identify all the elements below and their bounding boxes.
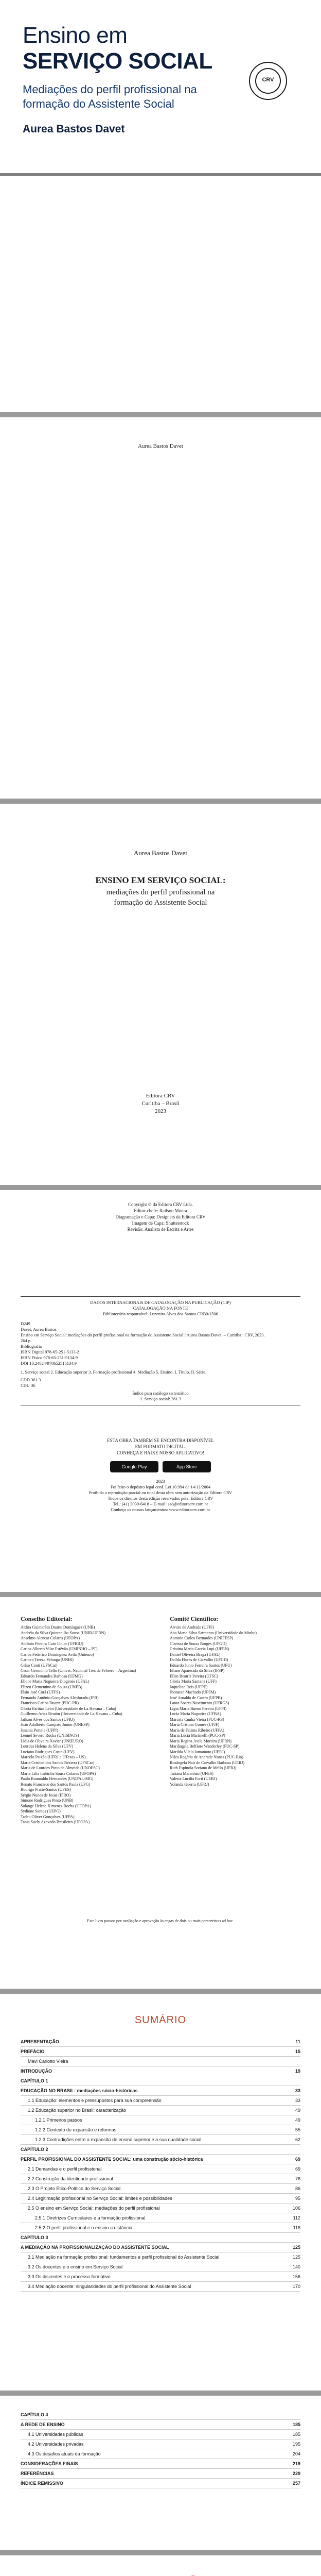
board-member: Maria Lília Imbiriba Sousa Colares (UFOPA)	[21, 1771, 96, 1776]
contents-entry-label: 2.4 Legitimação profissional no Serviço Social: limites e possibilidades	[28, 2196, 172, 2201]
publisher-logo-text: CRV	[262, 77, 274, 83]
contents-entry-label: INTRODUÇÃO	[21, 2069, 52, 2074]
contents-entry[interactable]	[21, 2282, 300, 2292]
contents-entry-label: 4.3 Os desafios atuais da formação	[28, 2451, 101, 2456]
board-member: Luciano Rodrigues Costa (UFV)	[21, 1749, 75, 1754]
cover-subtitle: Mediações do perfil profissional na formação do Assistente Social	[23, 83, 197, 110]
cip-entry-author: Davet, Aurea Bastos	[21, 1327, 57, 1332]
contents-entry-page: 69	[295, 2166, 300, 2172]
contents-entry[interactable]	[21, 2155, 300, 2164]
contents-entry-label: CAPÍTULO 1	[21, 2078, 48, 2083]
contents-entry-label: 1.2 Educação superior no Brasil: caracterização	[28, 2108, 127, 2113]
contents-entry[interactable]	[21, 2410, 300, 2420]
contents-entry-page: 229	[292, 2471, 300, 2476]
board-member: Celso Conti (UFSCar)	[21, 1663, 58, 1668]
contents-entry-label: 2.5.1 Diretrizes Curriculares e a formação profissional	[35, 2215, 146, 2221]
board-member: Francisco Carlos Duarte (PUC-PR)	[21, 1701, 79, 1705]
contents-entry-page: 118	[293, 2225, 300, 2230]
contents-entry-page: 156	[292, 2274, 300, 2279]
board-member: Carlos Alberto Vilar Estêvão (UMINHO – PT)	[21, 1647, 98, 1651]
contents-entry[interactable]	[21, 2037, 300, 2047]
contents-entry-page: 106	[292, 2206, 300, 2211]
board-member: Tatiana Maranhão (UFES)	[170, 1771, 213, 1776]
contents-entry-label: CAPÍTULO 2	[21, 2147, 48, 2152]
credits-block	[0, 1201, 321, 1232]
legal-rights: Todos os direitos desta edição reservados pela: Editora CRV	[108, 1496, 213, 1501]
publisher-logo	[249, 62, 287, 100]
board-member: Carlos Federico Dominguez Avila (Unieuro)	[21, 1652, 94, 1657]
contents-entry-page: 15	[295, 2049, 300, 2054]
contents-entry[interactable]	[21, 2459, 300, 2469]
board-member: Valeria Lucilia Forti (UERJ)	[170, 1776, 217, 1781]
board-member: Antônio Pereira Gaio Júnior (UFRRJ)	[21, 1641, 83, 1646]
contents-entry[interactable]	[21, 2145, 300, 2155]
board-member: Gloria Fariñas León (Universidade de La Havana – Cuba)	[21, 1706, 116, 1711]
board-member: Eduardo Junio Ferreira Santos (UFU)	[170, 1663, 232, 1668]
contents-entry-page: 257	[292, 2481, 300, 2486]
contents-entry[interactable]	[21, 2047, 300, 2057]
contents-entry-label: 1.1 Educação: elementos e pressupostos para sua compreensão	[28, 2098, 162, 2103]
cip-subjects: 1. Serviço social 2. Educação superior 3. Formação profissional 4. Mediação 5. Ensino. I. Título. II. Série.	[21, 1369, 207, 1375]
contents-entry-page: 33	[295, 2088, 300, 2093]
contents-page-2	[0, 2396, 321, 2550]
board-member: Elione Maria Nogueira Diogenes (UFAL)	[21, 1679, 90, 1684]
contents-entry[interactable]	[21, 2164, 300, 2174]
board-member: Cesar Gerónimo Tello (Univer. Nacional Três de Febrero – Argentina)	[21, 1668, 136, 1673]
imprint-publisher: Editora CRV	[146, 1093, 175, 1099]
board-member: Ruth Espínola Soriano de Mello (UFRJ)	[170, 1766, 237, 1770]
contents-entry[interactable]	[21, 2204, 300, 2213]
scientific-committee-column	[170, 1615, 309, 1787]
board-member: Clarissa de Souza Borges (UFGD)	[170, 1641, 227, 1646]
contents-entry-label: Mavi Carlotto Vieira	[28, 2059, 68, 2064]
contents-entry-label: CAPÍTULO 4	[21, 2412, 48, 2417]
board-member: Rosângela Nair de Carvalho Barbosa (UERJ)	[170, 1760, 245, 1765]
board-member: Andréia da Silva Quintanilha Sousa (UNIR/UFRN)	[21, 1630, 106, 1635]
contents-entry[interactable]	[21, 2262, 300, 2272]
diagram-line: Diagramação e Capa: Designers da Editora CRV	[115, 1214, 206, 1219]
cip-cdd: CDD 361.3	[21, 1377, 41, 1382]
board-member: Renato Francisco dos Santos Paula (UFG)	[21, 1782, 91, 1787]
contents-entry-page: 170	[292, 2284, 300, 2289]
cip-header-line3: Bibliotecária responsável: Luzenira Alves dos Santos CRB9/1506	[103, 1311, 218, 1316]
cover-divider	[0, 173, 321, 176]
app-store-badge[interactable]: App Store	[163, 1461, 211, 1472]
contents-entry[interactable]	[21, 2066, 300, 2076]
board-member: Guillermo Arias Beatón (Universidade de La Havana – Cuba)	[21, 1711, 122, 1716]
contents-entry[interactable]	[21, 2430, 300, 2439]
title-page-subtitle	[0, 887, 321, 908]
contents-entry-page: 55	[295, 2127, 300, 2132]
board-member: Deilda Flores de Carvalho (UFGD)	[170, 1657, 228, 1662]
cip-entry-biblio: Bibliografia	[21, 1344, 42, 1349]
board-member: Ellen Beatriz Pereira (UFSC)	[170, 1673, 218, 1679]
contents-page-1	[0, 1994, 321, 2391]
board-member: Eliane Aparecida da Silva (IFSP)	[170, 1668, 225, 1673]
contents-entry-page: 195	[292, 2442, 300, 2447]
board-member: Carmen Tereza Velanga (UNIR)	[21, 1657, 74, 1662]
contents-entry[interactable]	[21, 2135, 300, 2145]
board-member: Maria de Lourdes Pinto de Almeida (UNOESC)	[21, 1766, 100, 1770]
contents-entry-label: 3.1 Mediação na formação profissional: fundamentos e perfil profissional do Assistente Social	[28, 2255, 220, 2260]
title-page-title: ENSINO EM SERVIÇO SOCIAL:	[95, 875, 226, 885]
board-member: Paulo Romualdo Hernandes (UNIFAL-MG)	[21, 1776, 94, 1781]
contents-entry-page: 86	[295, 2186, 300, 2191]
contents-heading: SUMÁRIO	[134, 2014, 187, 2026]
contents-entry-label: 3.2 Os docentes e o ensino em Serviço Social	[28, 2264, 123, 2269]
google-play-badge[interactable]: Google Play	[110, 1461, 158, 1472]
board-member: Maria Regina Ávila Moreira (UFRN)	[170, 1738, 231, 1743]
contents-entry[interactable]	[21, 2096, 300, 2106]
editor-line: Editor-chefe: Railson Moura	[134, 1208, 187, 1213]
contents-entry[interactable]	[21, 2252, 300, 2262]
board-member: Ana Maria Silva Sarmento (Universidade do Minho)	[170, 1630, 257, 1635]
contents-entry[interactable]	[21, 2174, 300, 2184]
board-member: Marcelo Paixão (UFRJ e UTexas – US)	[21, 1755, 86, 1759]
contents-entry-page: 112	[293, 2215, 300, 2221]
cip-entry	[21, 1321, 300, 1402]
board-member: Leonel Severo Rocha (UNISINOS)	[21, 1733, 79, 1738]
board-member: Anselmo Alencar Colares (UFOPA)	[21, 1636, 80, 1640]
cip-cdu: CDU 36	[21, 1383, 35, 1388]
scientific-committee-list	[170, 1625, 309, 1787]
contents-entry-page: 49	[295, 2117, 300, 2123]
title-page-subtitle-line2: formação do Assistente Social	[114, 899, 207, 907]
title-page-subtitle-line1: mediações do perfil profissional na	[106, 888, 215, 896]
legal-year: 2023	[156, 1479, 165, 1484]
contents-entry[interactable]	[21, 2479, 300, 2488]
board-member: João Adalberto Campato Junior (UNESP)	[21, 1722, 90, 1727]
board-member: Alvaro de Andrade (UFJF)	[170, 1625, 214, 1630]
contents-entry-label: CONSIDERAÇÕES FINAIS	[21, 2461, 78, 2466]
board-member: Jhonatan Machado (UFSM)	[170, 1690, 216, 1694]
contents-entry[interactable]	[21, 2194, 300, 2204]
board-member: Sérgio Nunes de Jesus (IFRO)	[21, 1792, 71, 1798]
contents-entry-page: 33	[295, 2098, 300, 2103]
board-member: Marilda Vilela Iamamoto (UERJ)	[170, 1749, 225, 1754]
cip-header-line1: DADOS INTERNACIONAIS DE CATALOGAÇÃO NA PUBLICAÇÃO (CIP)	[90, 1300, 231, 1305]
contents-entry-label: CAPÍTULO 3	[21, 2235, 48, 2240]
cip-entry-pages: 264 p.	[21, 1338, 32, 1343]
contents-entry[interactable]	[21, 2469, 300, 2479]
contents-entry-page: 125	[292, 2255, 300, 2260]
contents-entry-page: 95	[295, 2196, 300, 2201]
title-page-imprint	[0, 1092, 321, 1115]
contents-entry-label: EDUCAÇÃO NO BRASIL: mediações sócio-históricas	[21, 2088, 138, 2093]
contents-entry[interactable]	[21, 2213, 300, 2223]
board-member: Jaqueline Reis (UFPE)	[170, 1684, 208, 1689]
board-member: Mariângela Belfiore Wanderley (PUC-SP)	[170, 1744, 240, 1749]
contents-entry-label: 2.5 O ensino em Serviço Social: mediações do perfil profissional	[28, 2206, 160, 2211]
contents-entry-label: PERFIL PROFISSIONAL DO ASSISTENTE SOCIAL: uma construção sócio-histórica	[21, 2157, 203, 2162]
contents-entry[interactable]	[21, 2115, 300, 2125]
board-member: Élsio José Corá (UFFS)	[21, 1690, 60, 1694]
legal-site: Conheça os nossos lançamentos: www.editoracrv.com.br	[111, 1507, 210, 1512]
contents-entry[interactable]	[21, 2449, 300, 2459]
contents-entry-page: 62	[295, 2137, 300, 2142]
digital-note-line2: EM FORMATO DIGITAL.	[135, 1444, 186, 1449]
store-badges	[110, 1461, 211, 1472]
board-member: Glória Maria Santana (UFF)	[170, 1679, 217, 1684]
digital-note-line3: CONHEÇA E BAIXE NOSSO APLICATIVO!	[116, 1450, 204, 1455]
contents-entry[interactable]	[21, 2106, 300, 2115]
board-member: Eduardo Fernandes Barbosa (UFMG)	[21, 1673, 83, 1679]
contents-entry-page: 19	[295, 2069, 300, 2074]
contents-entry-label: 1.2.1 Primeiros passos	[35, 2117, 82, 2123]
legal-contact-block	[0, 1479, 321, 1513]
contents-list	[21, 2037, 300, 2292]
copyright-line: Copyright © da Editora CRV Ltda.	[128, 1202, 193, 1207]
board-member: Elizeu Clementino de Souza (UNEB)	[21, 1684, 82, 1689]
catalog-page	[0, 1190, 321, 1592]
cover-title-line1: Ensino em	[23, 23, 128, 48]
board-member: Josania Portela (UFPI)	[21, 1727, 58, 1733]
contents-entry-label: 2.5.2 O perfil profissional e o ensino a distância	[35, 2225, 133, 2230]
board-member: Lucia Maria Nogueira (UFBA)	[170, 1711, 221, 1716]
contents-entry-label: A MEDIAÇÃO NA PROFISSIONALIZAÇÃO DO ASSISTENTE SOCIAL	[21, 2245, 169, 2250]
presentation-page	[0, 2555, 321, 2576]
board-member: Tadeu Oliver Gonçalves (UFPA)	[21, 1814, 75, 1819]
scientific-committee-heading: Comitê Científico:	[170, 1615, 219, 1622]
contents-entry-label: 1.2.3 Contradições entre a expansão do ensino superior e a sua qualidade social	[35, 2137, 202, 2142]
cip-isbn-digital: ISBN Digital 978-65-251-5133-2	[21, 1349, 79, 1354]
contents-entry-label: 2.3 O Projeto Ético-Político do Serviço Social	[28, 2186, 121, 2191]
board-member: Maria Lúcia Martinelli (PUC-SP)	[170, 1733, 225, 1738]
contents-entry-page: 185	[292, 2432, 300, 2437]
contents-entry-page: 185	[292, 2422, 300, 2427]
contents-entry-label: 3.4 Mediação docente: singularidades do perfil profissional do Assistente Social	[28, 2284, 191, 2289]
editorial-board-list	[21, 1625, 159, 1825]
board-member: Cristina Maria Garcia Lupi (UFRN)	[170, 1647, 229, 1651]
contents-entry-page: 76	[295, 2176, 300, 2181]
contents-entry-label: APRESENTAÇÃO	[21, 2039, 59, 2044]
board-member: Tania Suely Azevedo Brasileiro (UFOPA)	[21, 1820, 90, 1824]
board-member: Rodrigo Pratte-Santos (UFES)	[21, 1787, 71, 1792]
board-member: Marcela Cunha Vieira (PUC-RS)	[170, 1717, 224, 1722]
board-member: Fernando Antônio Gonçalves Alcoforado (IPB)	[21, 1695, 99, 1700]
board-member: Lídia de Oliveira Xavier (UNIEURO)	[21, 1738, 83, 1743]
contents-entry-label: 1.2.2 Contexto de expansão e reformas	[35, 2127, 117, 2132]
contents-entry-label: 4.1 Universidades públicas	[28, 2432, 83, 2437]
board-member: Lígia Maria Bueno Pereira (UFPI)	[170, 1706, 227, 1711]
board-member: Lourdes Helena da Silva (UFV)	[21, 1744, 74, 1749]
contents-entry[interactable]	[21, 2439, 300, 2449]
digital-edition-note	[0, 1437, 321, 1456]
contents-entry-label: 2.2 Construção da identidade profissional	[28, 2176, 113, 2181]
cip-isbn-physical: ISBN Físico 978-65-251-5134-9	[21, 1355, 78, 1360]
board-member: Maria Cristina Gomes (UFJF)	[170, 1722, 220, 1727]
cip-index-head: Índice para catálogo sistemático	[132, 1391, 189, 1396]
contents-entry-page: 140	[292, 2264, 300, 2269]
board-member: Nilza Rogéria de Andrade Nunes (PUC-Rio)	[170, 1755, 243, 1759]
cover-image-line: Imagem de Capa: Shutterstock	[132, 1221, 189, 1226]
board-member: Yolanda Guerra (UFRJ)	[170, 1782, 209, 1787]
contents-entry-page: 125	[292, 2245, 300, 2250]
cip-doi: DOI 10.24824/978652515134.9	[21, 1361, 77, 1366]
contents-entry[interactable]	[21, 2076, 300, 2086]
board-member: Maria Cristina dos Santos Bezerra (UFSCar)	[21, 1760, 95, 1765]
cip-header	[21, 1300, 300, 1317]
contents-entry-page: 204	[292, 2451, 300, 2456]
peer-review-note: Este livro passou por avaliação e aprovação às cegas de dois ou mais pareceristas ad hoc.	[87, 1919, 234, 1923]
contents-list-continued	[21, 2410, 300, 2488]
editorial-board-column	[21, 1615, 159, 1825]
board-member: Simone Rodrigues Pinto (UNB)	[21, 1798, 74, 1803]
contents-entry[interactable]	[21, 2243, 300, 2252]
legal-prohibited: Proibida a reprodução parcial ou total desta obra sem autorização da Editora CRV	[88, 1490, 233, 1495]
contents-entry-page: 219	[292, 2461, 300, 2466]
board-member: Laura Soares Nascimento (UFRGS)	[170, 1701, 229, 1705]
cip-call-number: D249	[21, 1321, 30, 1326]
cover-author: Aurea Bastos Davet	[23, 123, 125, 135]
contents-entry[interactable]	[21, 2272, 300, 2282]
cip-header-line2: CATALOGAÇÃO NA FONTE	[133, 1306, 188, 1311]
contents-entry-label: ÍNDICE REMISSIVO	[21, 2481, 64, 2486]
cip-index-item: 1. Serviço social: 361.3	[139, 1396, 182, 1401]
contents-entry-label: REFERÊNCIAS	[21, 2471, 54, 2476]
imprint-year: 2023	[155, 1108, 166, 1114]
title-page-author: Aurea Bastos Davet	[134, 849, 187, 857]
contents-entry[interactable]	[21, 2420, 300, 2430]
contents-entry-page: 11	[295, 2039, 300, 2044]
contents-entry-label: 2.1 Demandas e o perfil profissional	[28, 2166, 102, 2172]
board-member: Sydione Santos (UEPG)	[21, 1809, 61, 1814]
contents-entry-page: 49	[295, 2108, 300, 2113]
title-page	[0, 804, 321, 1185]
revision-line: Revisão: Analista de Escrita e Artes	[127, 1227, 194, 1232]
cip-entry-title: Ensino em Serviço Social: mediações do perfil profissional na formação do Assistente Social / Aurea Bastos Davet. – Curitiba : CRV, 2023.	[21, 1332, 265, 1337]
board-member: Daniel Oliveira Braga (UFAL)	[170, 1652, 221, 1657]
board-member: Solange Helena Ximenes-Rocha (UFOPA)	[21, 1803, 91, 1808]
contents-entry[interactable]	[21, 2184, 300, 2194]
editorial-board-heading: Conselho Editorial:	[21, 1615, 73, 1622]
contents-entry[interactable]	[21, 2057, 300, 2066]
legal-deposit: Foi feito o depósito legal conf. Lei 10.994 de 14/12/2004	[110, 1484, 211, 1489]
board-member: Jailson Alves dos Santos (UFRJ)	[21, 1717, 75, 1722]
book-cover	[0, 0, 321, 412]
cover-title-block	[23, 23, 239, 136]
board-member: Aldira Guimarães Duarte Domínguez (UNB)	[21, 1625, 95, 1630]
contents-entry[interactable]	[21, 2233, 300, 2243]
editorial-board-page	[0, 1597, 321, 1989]
board-member: Antonio Carlos Bernardes (UNIFESP)	[170, 1636, 234, 1640]
cover-title-line2: SERVIÇO SOCIAL	[23, 48, 212, 74]
contents-entry-label: PREFÁCIO	[21, 2049, 45, 2054]
half-title-author: Aurea Bastos Davet	[138, 443, 183, 449]
contents-entry-page: 69	[295, 2157, 300, 2162]
contents-entry[interactable]	[21, 2125, 300, 2135]
half-title-page	[0, 417, 321, 799]
contents-entry[interactable]	[21, 2223, 300, 2233]
imprint-city: Curitiba – Brasil	[141, 1100, 180, 1107]
board-member: Maria de Fátima Ribeiro (UFPA)	[170, 1727, 224, 1733]
contents-entry-label: A REDE DE ENSINO	[21, 2422, 65, 2427]
legal-phone: Tel.: (41) 3039-6418 – E-mail: sac@editoracrv.com.br	[113, 1501, 208, 1506]
board-member: José Arnaldo de Castro (UFPB)	[170, 1695, 222, 1700]
contents-entry-label: 3.3 Os discentes e o processo formativo	[28, 2274, 111, 2279]
contents-entry[interactable]	[21, 2086, 300, 2096]
contents-entry-label: 4.2 Universidades privadas	[28, 2442, 84, 2447]
digital-note-line1: ESTA OBRA TAMBÉM SE ENCONTRA DISPONÍVEL	[107, 1438, 214, 1443]
cip-record	[21, 1296, 300, 1405]
